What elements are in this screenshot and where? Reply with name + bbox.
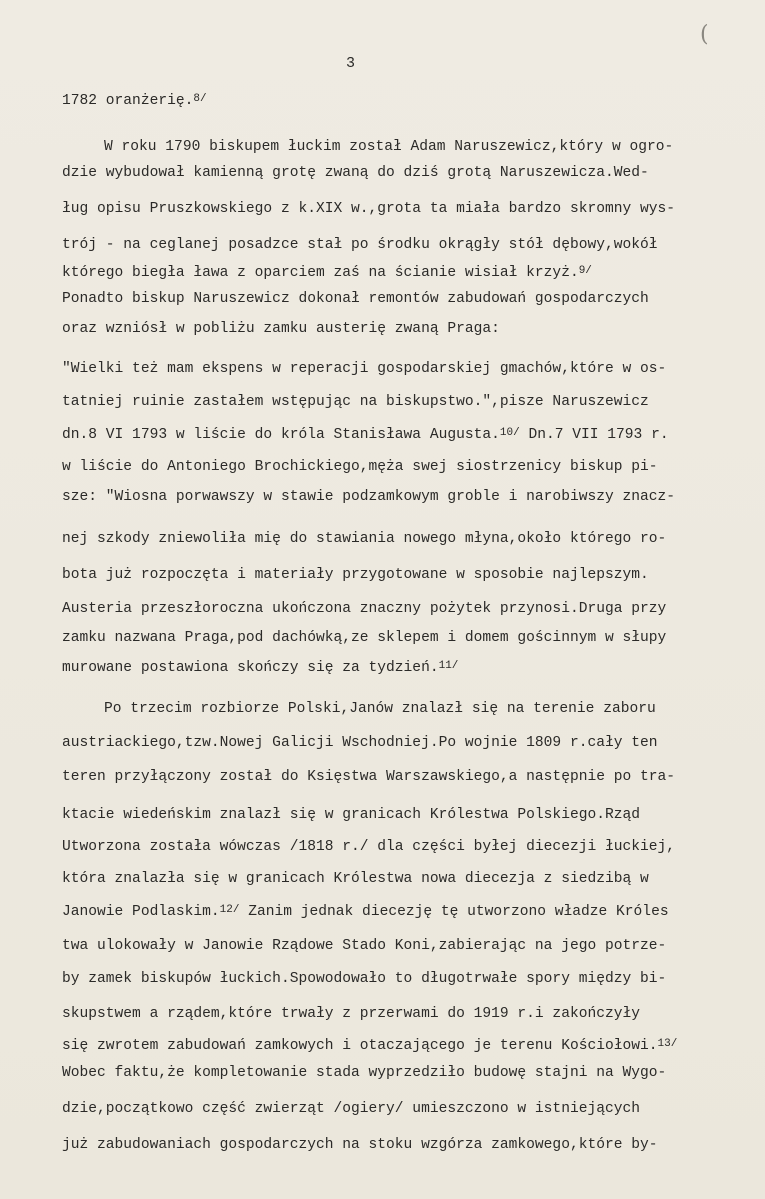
text-line: by zamek biskupów łuckich.Spowodowało to długotrwałe spory między bi- bbox=[62, 971, 667, 987]
text-line: Utworzona została wówczas /1818 r./ dla części byłej diecezji łuckiej, bbox=[62, 839, 676, 855]
text-line: już zabudowaniach gospodarczych na stoku wzgórza zamkowego,które by- bbox=[62, 1137, 658, 1153]
text-line: oraz wzniósł w pobliżu zamku austerię zwaną Praga: bbox=[62, 321, 500, 337]
footnote-ref: 9/ bbox=[578, 265, 592, 277]
text-line: W roku 1790 biskupem łuckim został Adam Naruszewicz,który w ogro- bbox=[104, 139, 674, 155]
footnote-ref: 10/ bbox=[499, 427, 520, 439]
footnote-ref: 12/ bbox=[219, 904, 240, 916]
text-line: dn.8 VI 1793 w liście do króla Stanisława Augusta.$^{10/}$ Dn.7 VII 1793 r. bbox=[62, 427, 669, 443]
corner-mark: ( bbox=[700, 22, 709, 47]
footnote-ref: 8/ bbox=[193, 93, 207, 105]
text-line: austriackiego,tzw.Nowej Galicji Wschodniej.Po wojnie 1809 r.cały ten bbox=[62, 735, 658, 751]
text-line: twa ulokowały w Janowie Rządowe Stado Koni,zabierając na jego potrze- bbox=[62, 938, 667, 954]
text-line: "Wielki też mam ekspens w reperacji gospodarskiej gmachów,które w os- bbox=[62, 361, 667, 377]
text-line: dzie,początkowo część zwierząt /ogiery/ umieszczono w istniejących bbox=[62, 1101, 641, 1117]
page-number: 3 bbox=[346, 55, 356, 72]
text-line: zamku nazwana Praga,pod dachówką,ze sklepem i domem gościnnym w słupy bbox=[62, 630, 667, 646]
footnote-ref: 11/ bbox=[438, 660, 459, 672]
text-line: która znalazła się w granicach Królestwa nowa diecezja z siedzibą w bbox=[62, 871, 649, 887]
text-line: Ponadto biskup Naruszewicz dokonał remontów zabudowań gospodarczych bbox=[62, 291, 649, 307]
text-line: skupstwem a rządem,które trwały z przerwami do 1919 r.i zakończyły bbox=[62, 1006, 641, 1022]
text-line: bota już rozpoczęta i materiały przygotowane w sposobie najlepszym. bbox=[62, 567, 649, 583]
text-line: dzie wybudował kamienną grotę zwaną do dziś grotą Naruszewicza.Wed- bbox=[62, 165, 649, 181]
text-line: ktacie wiedeńskim znalazł się w granicach Królestwa Polskiego.Rząd bbox=[62, 807, 641, 823]
text-line: się zwrotem zabudowań zamkowych i otaczającego je terenu Kościołowi.$^{13/}$ bbox=[62, 1038, 678, 1054]
text-line: Wobec faktu,że kompletowanie stada wyprzedziło budowę stajni na Wygo- bbox=[62, 1065, 667, 1081]
text-line: w liście do Antoniego Brochickiego,męża swej siostrzenicy biskup pi- bbox=[62, 459, 658, 475]
text-line: ług opisu Pruszkowskiego z k.XIX w.,grota ta miała bardzo skromny wys- bbox=[62, 201, 676, 217]
text-line: Janowie Podlaskim.$^{12/}$ Zanim jednak diecezję tę utworzono władze Króles bbox=[62, 904, 669, 920]
text-line: którego biegła ława z oparciem zaś na ścianie wisiał krzyż.$^{9/}$ bbox=[62, 265, 592, 281]
text-line: 1782 oranżerię.$^{8/}$ bbox=[62, 93, 207, 109]
footnote-ref: 13/ bbox=[657, 1038, 678, 1050]
text-line: teren przyłączony został do Księstwa Warszawskiego,a następnie po tra- bbox=[62, 769, 676, 785]
text-line: trój - na ceglanej posadzce stał po środku okrągły stół dębowy,wokół bbox=[62, 237, 658, 253]
text-line: sze: "Wiosna porwawszy w stawie podzamkowym groble i narobiwszy znacz- bbox=[62, 489, 676, 505]
text-line: Po trzecim rozbiorze Polski,Janów znalazł się na terenie zaboru bbox=[104, 701, 656, 717]
text-line: Austeria przeszłoroczna ukończona znaczny pożytek przynosi.Druga przy bbox=[62, 601, 667, 617]
text-line: nej szkody zniewoliła mię do stawiania nowego młyna,około którego ro- bbox=[62, 531, 667, 547]
text-line: tatniej ruinie zastałem wstępując na biskupstwo.",pisze Naruszewicz bbox=[62, 394, 649, 410]
text-line: murowane postawiona skończy się za tydzień.$^{11/}$ bbox=[62, 660, 459, 676]
